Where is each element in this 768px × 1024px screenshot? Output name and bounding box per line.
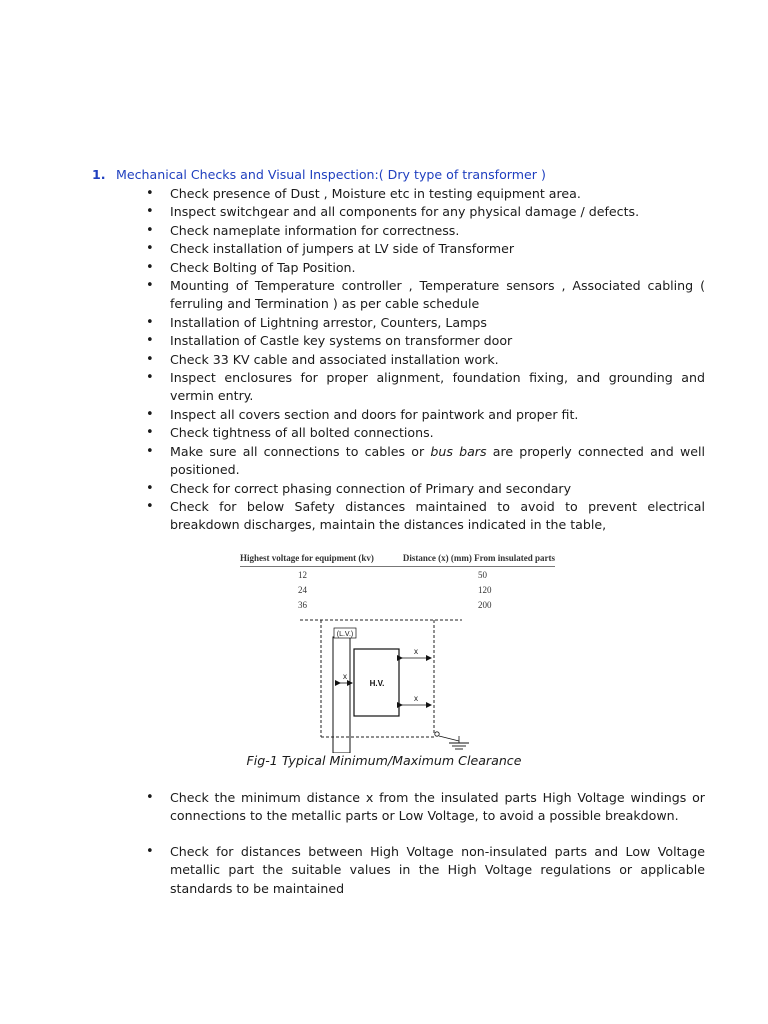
- x-label-bottom: x: [414, 694, 418, 703]
- clearance-table: [240, 553, 555, 612]
- checks-list: [146, 185, 705, 535]
- table-row: [240, 583, 555, 597]
- busbars-emphasis: bus bars: [430, 443, 487, 459]
- busbars-text-before: Make sure all connections to cables or: [170, 443, 431, 459]
- table-row: [240, 568, 555, 582]
- distance-cell: 120: [478, 585, 492, 595]
- section-number: 1.: [92, 167, 106, 182]
- voltage-cell: 24: [298, 585, 307, 595]
- check-item: • Check presence of Dust , Moisture etc in testing equipment area.: [146, 185, 705, 203]
- section-title: Mechanical Checks and Visual Inspection:( Dry type of transformer ): [116, 167, 546, 182]
- section-heading: [92, 167, 546, 182]
- check-item: • Check Bolting of Tap Position.: [146, 259, 705, 277]
- check-item: • Check the minimum distance x from the insulated parts High Voltage windings or connections to the metallic parts or Low Voltage, to avoid a possible breakdown.: [146, 789, 705, 826]
- check-item: • Installation of Lightning arrestor, Counters, Lamps: [146, 314, 705, 332]
- check-item: • Inspect all covers section and doors for paintwork and proper fit.: [146, 406, 705, 424]
- check-item: • Check for correct phasing connection of Primary and secondary: [146, 480, 705, 498]
- check-item: • Check installation of jumpers at LV side of Transformer: [146, 240, 705, 258]
- check-item: • Check for distances between High Voltage non-insulated parts and Low Voltage metallic part the suitable values in the High Voltage regulations or applicable standards to be maintained: [146, 843, 705, 898]
- figure-caption: Fig-1 Typical Minimum/Maximum Clearance: [246, 753, 522, 768]
- check-item: • Mounting of Temperature controller , Temperature sensors , Associated cabling ( ferruling and Termination ) as per cable schedule: [146, 277, 705, 314]
- header-voltage: Highest voltage for equipment (kv): [240, 553, 374, 563]
- lv-label: (L.V.): [336, 631, 354, 638]
- voltage-cell: 36: [298, 600, 307, 610]
- check-item: • Check nameplate information for correctness.: [146, 222, 705, 240]
- ground-lead: [439, 736, 459, 741]
- check-item-busbars: [146, 443, 705, 480]
- hv-label: H.V.: [369, 679, 385, 688]
- clearance-diagram: [296, 617, 476, 753]
- header-distance: Distance (x) (mm) From insulated parts: [402, 553, 555, 563]
- check-item: • Installation of Castle key systems on transformer door: [146, 332, 705, 350]
- final-checks-list: [146, 789, 705, 915]
- lv-part: [333, 637, 350, 753]
- distance-cell: 50: [478, 570, 487, 580]
- check-item: • Check tightness of all bolted connections.: [146, 424, 705, 442]
- x-label-left: x: [343, 672, 347, 681]
- clearance-table-header: [240, 553, 555, 567]
- check-item: • Inspect enclosures for proper alignment, foundation fixing, and grounding and vermin entry.: [146, 369, 705, 406]
- x-label-top: x: [414, 647, 418, 656]
- check-item: • Check 33 KV cable and associated installation work.: [146, 351, 705, 369]
- voltage-cell: 12: [298, 570, 307, 580]
- ground-terminal: [435, 732, 439, 736]
- table-row: [240, 598, 555, 612]
- busbars-text-after: are properly connected and well positioned.: [170, 443, 706, 478]
- check-item: • Check for below Safety distances maintained to avoid to prevent electrical breakdown discharges, maintain the distances indicated in the table,: [146, 498, 705, 535]
- distance-cell: 200: [478, 600, 492, 610]
- check-item: • Inspect switchgear and all components for any physical damage / defects.: [146, 203, 705, 221]
